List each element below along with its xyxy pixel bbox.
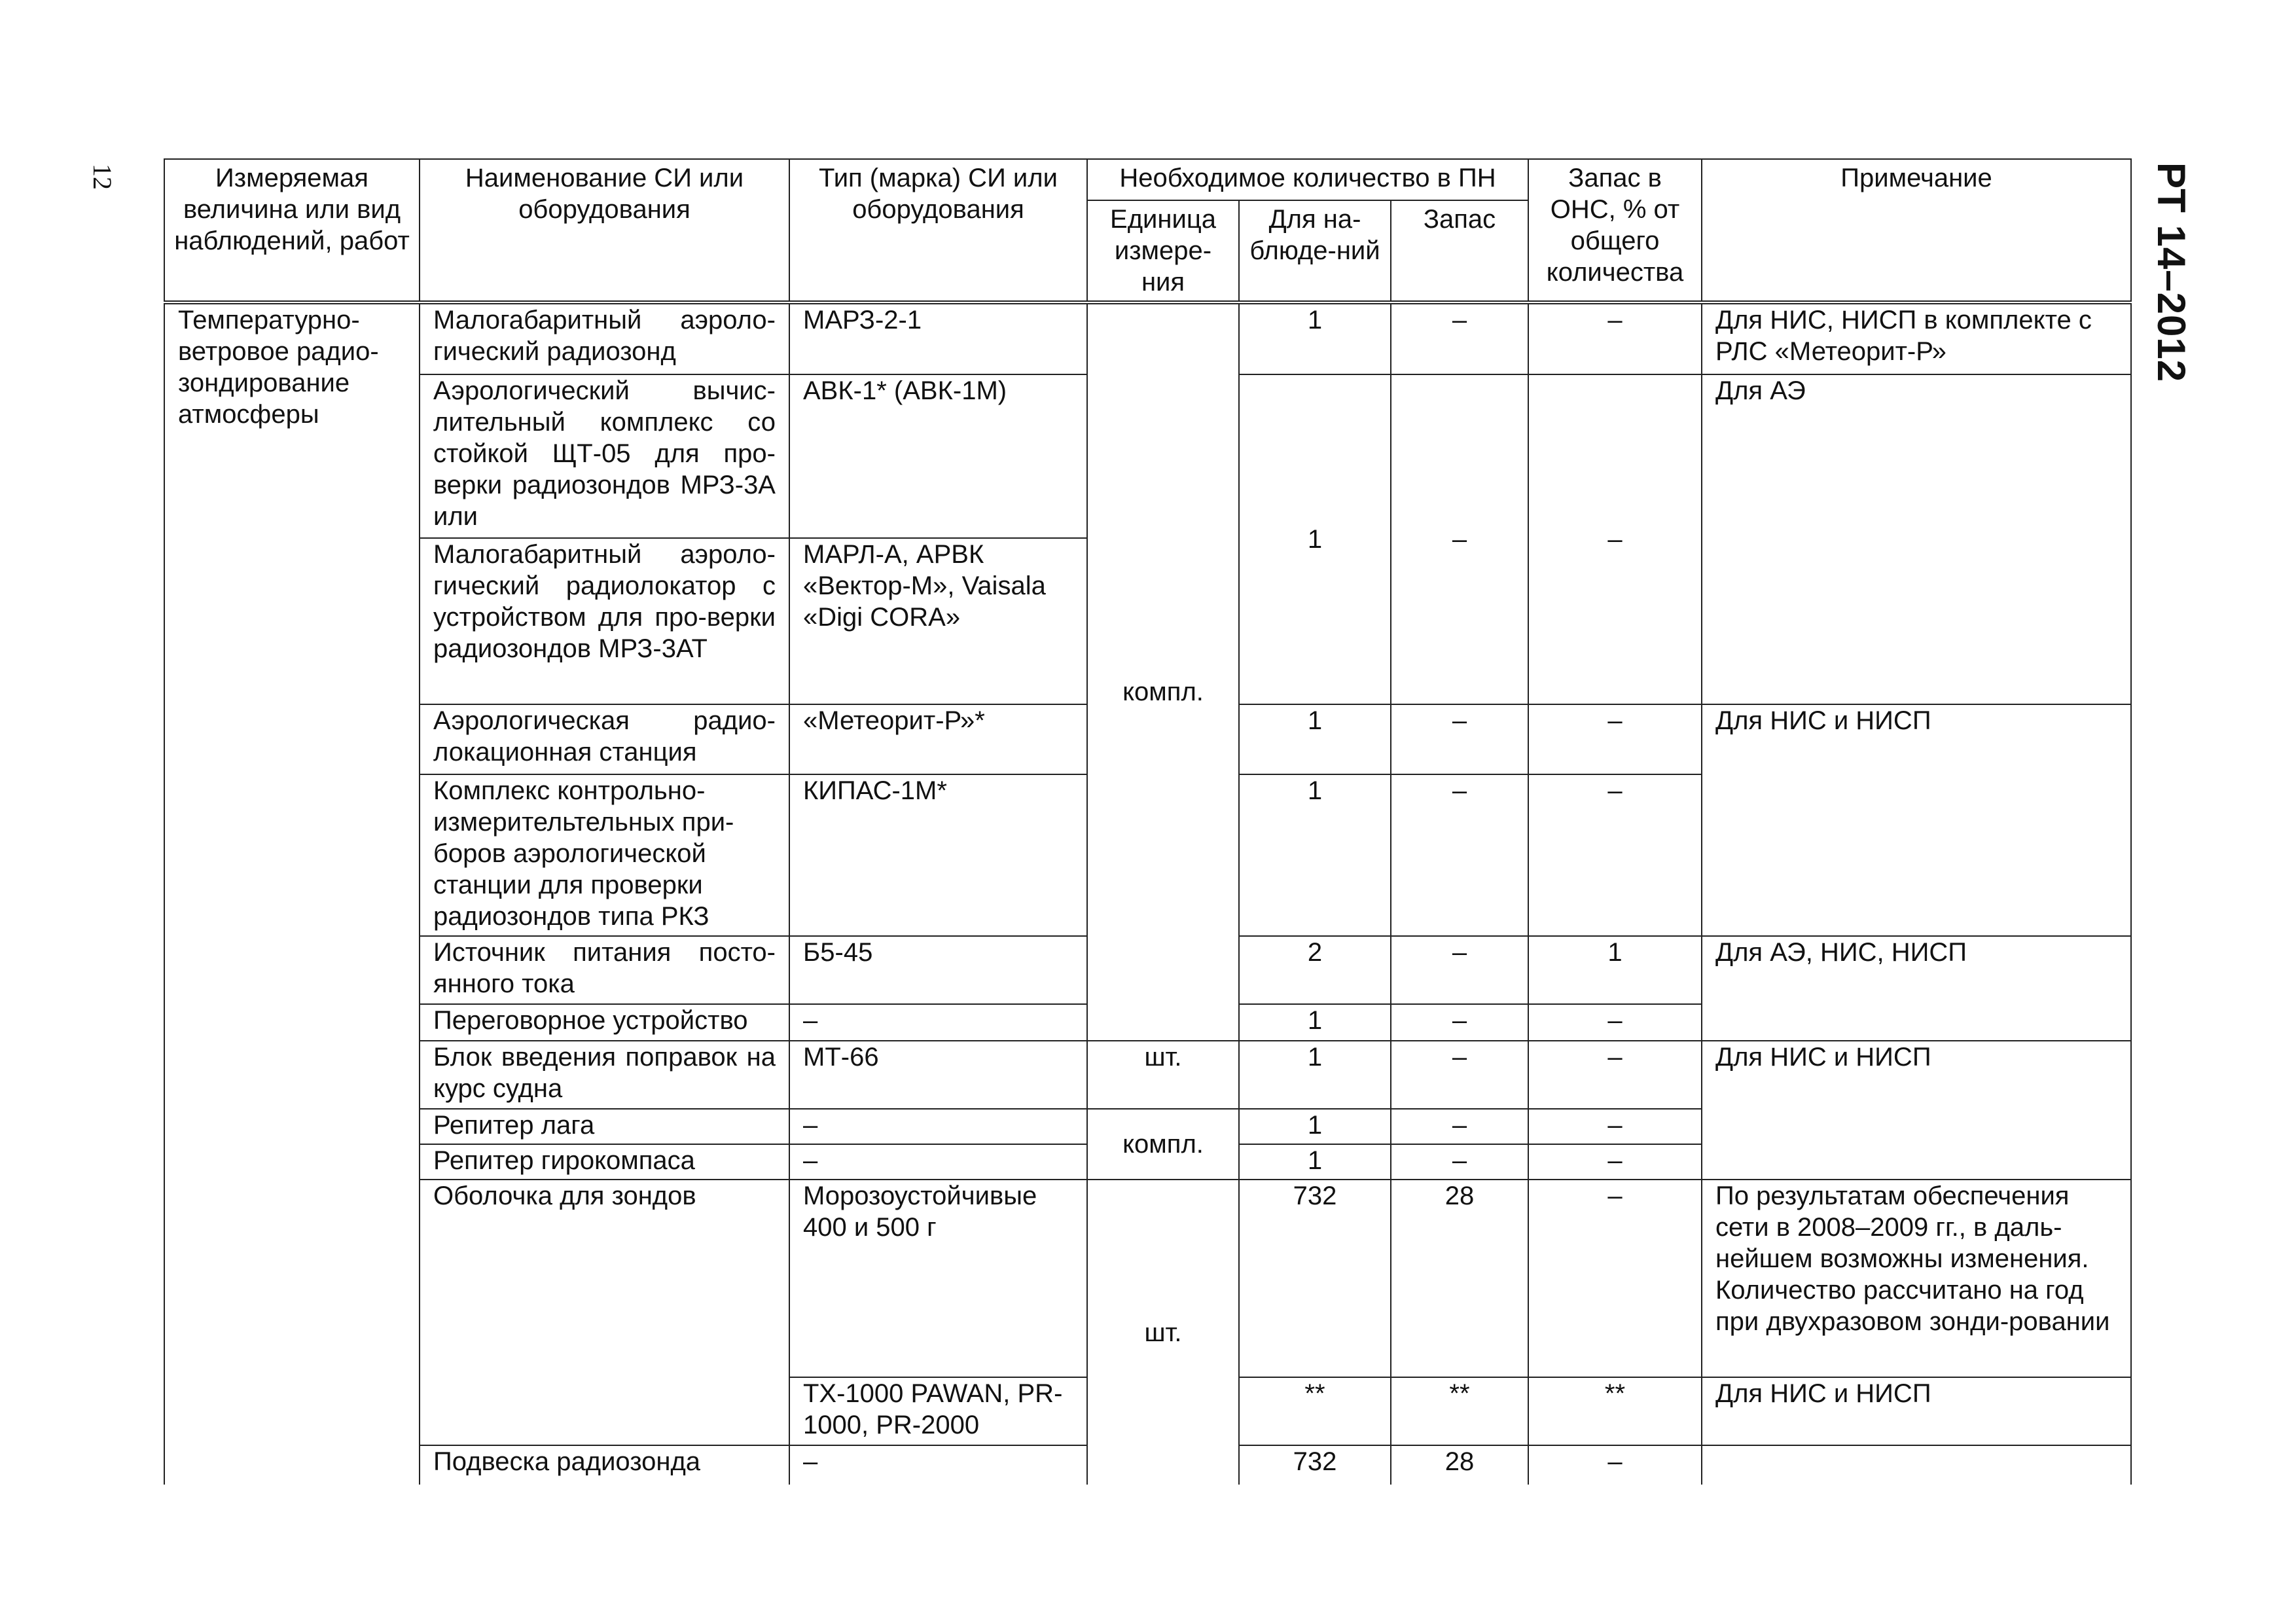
row-type: Морозоустойчивые 400 и 500 г bbox=[789, 1180, 1087, 1377]
row-note: Для АЭ, НИС, НИСП bbox=[1702, 936, 2131, 1041]
unit-kompl-group: компл. bbox=[1087, 302, 1239, 1041]
row-type: МАРЗ-2-1 bbox=[789, 302, 1087, 374]
header-equipment-type: Тип (марка) СИ или оборудования bbox=[789, 159, 1087, 302]
row-note bbox=[1702, 1445, 2131, 1485]
row-ons: – bbox=[1528, 1004, 1702, 1041]
row-name: Малогабаритный аэроло-гический радиолокатор с устройством для про-верки радиозондов МРЗ-3АТ bbox=[420, 538, 789, 704]
row-ons: 1 bbox=[1528, 936, 1702, 1004]
header-required-quantity: Необходимое количество в ПН bbox=[1087, 159, 1528, 200]
row-reserve: – bbox=[1391, 1041, 1528, 1109]
header-equipment-name: Наименование СИ или оборудования bbox=[420, 159, 789, 302]
row-ons: – bbox=[1528, 1445, 1702, 1485]
row-type: TX-1000 PAWAN, PR-1000, PR-2000 bbox=[789, 1377, 1087, 1445]
row-obs: 1 bbox=[1239, 1109, 1391, 1144]
row-ons: – bbox=[1528, 1041, 1702, 1109]
row-reserve: 28 bbox=[1391, 1445, 1528, 1485]
equipment-table bbox=[164, 158, 2132, 1485]
row-ons: ** bbox=[1528, 1377, 1702, 1445]
row-note: Для НИС и НИСП bbox=[1702, 1377, 2131, 1445]
row-obs: 732 bbox=[1239, 1445, 1391, 1485]
row-name: Малогабаритный аэроло-гический радиозонд bbox=[420, 302, 789, 374]
row-name: Аэрологический вычис-лительный комплекс со стойкой ЩТ-05 для про-верки радиозондов МРЗ-3А или bbox=[420, 374, 789, 538]
row-reserve: – bbox=[1391, 774, 1528, 936]
row-obs: 1 bbox=[1239, 1144, 1391, 1180]
header-reserve: Запас bbox=[1391, 200, 1528, 302]
row-name: Подвеска радиозонда bbox=[420, 1445, 789, 1485]
row-note: Для АЭ bbox=[1702, 374, 2131, 704]
row-reserve: – bbox=[1391, 704, 1528, 774]
row-type: КИПАС-1М* bbox=[789, 774, 1087, 936]
unit-sht-group: шт. bbox=[1087, 1180, 1239, 1485]
row-obs: 1 bbox=[1239, 374, 1391, 704]
row-obs: 1 bbox=[1239, 302, 1391, 374]
row-name: Блок введения поправок на курс судна bbox=[420, 1041, 789, 1109]
row-ons: – bbox=[1528, 704, 1702, 774]
row-type: Б5-45 bbox=[789, 936, 1087, 1004]
row-obs: 2 bbox=[1239, 936, 1391, 1004]
row-ons: – bbox=[1528, 1180, 1702, 1377]
row-name: Оболочка для зондов bbox=[420, 1180, 789, 1445]
header-note: Примечание bbox=[1702, 159, 2131, 302]
row-note: Для НИС и НИСП bbox=[1702, 1041, 2131, 1180]
header-measured-quantity: Измеряемая величина или вид наблюдений, работ bbox=[164, 159, 420, 302]
row-obs: 1 bbox=[1239, 704, 1391, 774]
row-reserve: – bbox=[1391, 936, 1528, 1004]
row-type: АВК-1* (АВК-1М) bbox=[789, 374, 1087, 538]
row-ons: – bbox=[1528, 302, 1702, 374]
document-code: РТ 14–2012 bbox=[2149, 162, 2193, 383]
row-type: – bbox=[789, 1445, 1087, 1485]
row-note: По результатам обеспечения сети в 2008–2009 гг., в даль-нейшем возможны изменения. Количество рассчитано на год при двухразовом зонди-ровании bbox=[1702, 1180, 2131, 1377]
row-type: МАРЛ-А, АРВК «Вектор-М», Vaisala «Digi CORA» bbox=[789, 538, 1087, 704]
unit-kompl: компл. bbox=[1087, 1109, 1239, 1180]
row-type: «Метеорит-Р»* bbox=[789, 704, 1087, 774]
row-ons: – bbox=[1528, 1144, 1702, 1180]
row-ons: – bbox=[1528, 374, 1702, 704]
page-number: 12 bbox=[88, 164, 117, 190]
row-obs: 732 bbox=[1239, 1180, 1391, 1377]
row-obs: 1 bbox=[1239, 1041, 1391, 1109]
row-name: Репитер гирокомпаса bbox=[420, 1144, 789, 1180]
header-for-observations: Для на-блюде-ний bbox=[1239, 200, 1391, 302]
row-type: МТ-66 bbox=[789, 1041, 1087, 1109]
row-obs: ** bbox=[1239, 1377, 1391, 1445]
row-reserve: – bbox=[1391, 1144, 1528, 1180]
row-obs: 1 bbox=[1239, 1004, 1391, 1041]
row-reserve: – bbox=[1391, 1004, 1528, 1041]
row-name: Переговорное устройство bbox=[420, 1004, 789, 1041]
header-unit: Единица измере-ния bbox=[1087, 200, 1239, 302]
row-note: Для НИС и НИСП bbox=[1702, 704, 2131, 936]
row-type: – bbox=[789, 1109, 1087, 1144]
row-obs: 1 bbox=[1239, 774, 1391, 936]
row-reserve: – bbox=[1391, 374, 1528, 704]
row-reserve: 28 bbox=[1391, 1180, 1528, 1377]
row-reserve: – bbox=[1391, 302, 1528, 374]
category-cell: Температурно-ветровое радио-зондирование атмосферы bbox=[164, 302, 420, 1485]
row-reserve: ** bbox=[1391, 1377, 1528, 1445]
row-reserve: – bbox=[1391, 1109, 1528, 1144]
header-ons-reserve: Запас в ОНС, % от общего количества bbox=[1528, 159, 1702, 302]
row-name: Комплекс контрольно-измерительтельных при-боров аэрологической станции для проверки радиозондов типа РКЗ bbox=[420, 774, 789, 936]
row-ons: – bbox=[1528, 1109, 1702, 1144]
row-note: Для НИС, НИСП в комплекте с РЛС «Метеорит-Р» bbox=[1702, 302, 2131, 374]
row-type: – bbox=[789, 1144, 1087, 1180]
row-type: – bbox=[789, 1004, 1087, 1041]
row-ons: – bbox=[1528, 774, 1702, 936]
row-name: Источник питания посто-янного тока bbox=[420, 936, 789, 1004]
row-name: Репитер лага bbox=[420, 1109, 789, 1144]
unit-sht: шт. bbox=[1087, 1041, 1239, 1109]
row-name: Аэрологическая радио-локационная станция bbox=[420, 704, 789, 774]
